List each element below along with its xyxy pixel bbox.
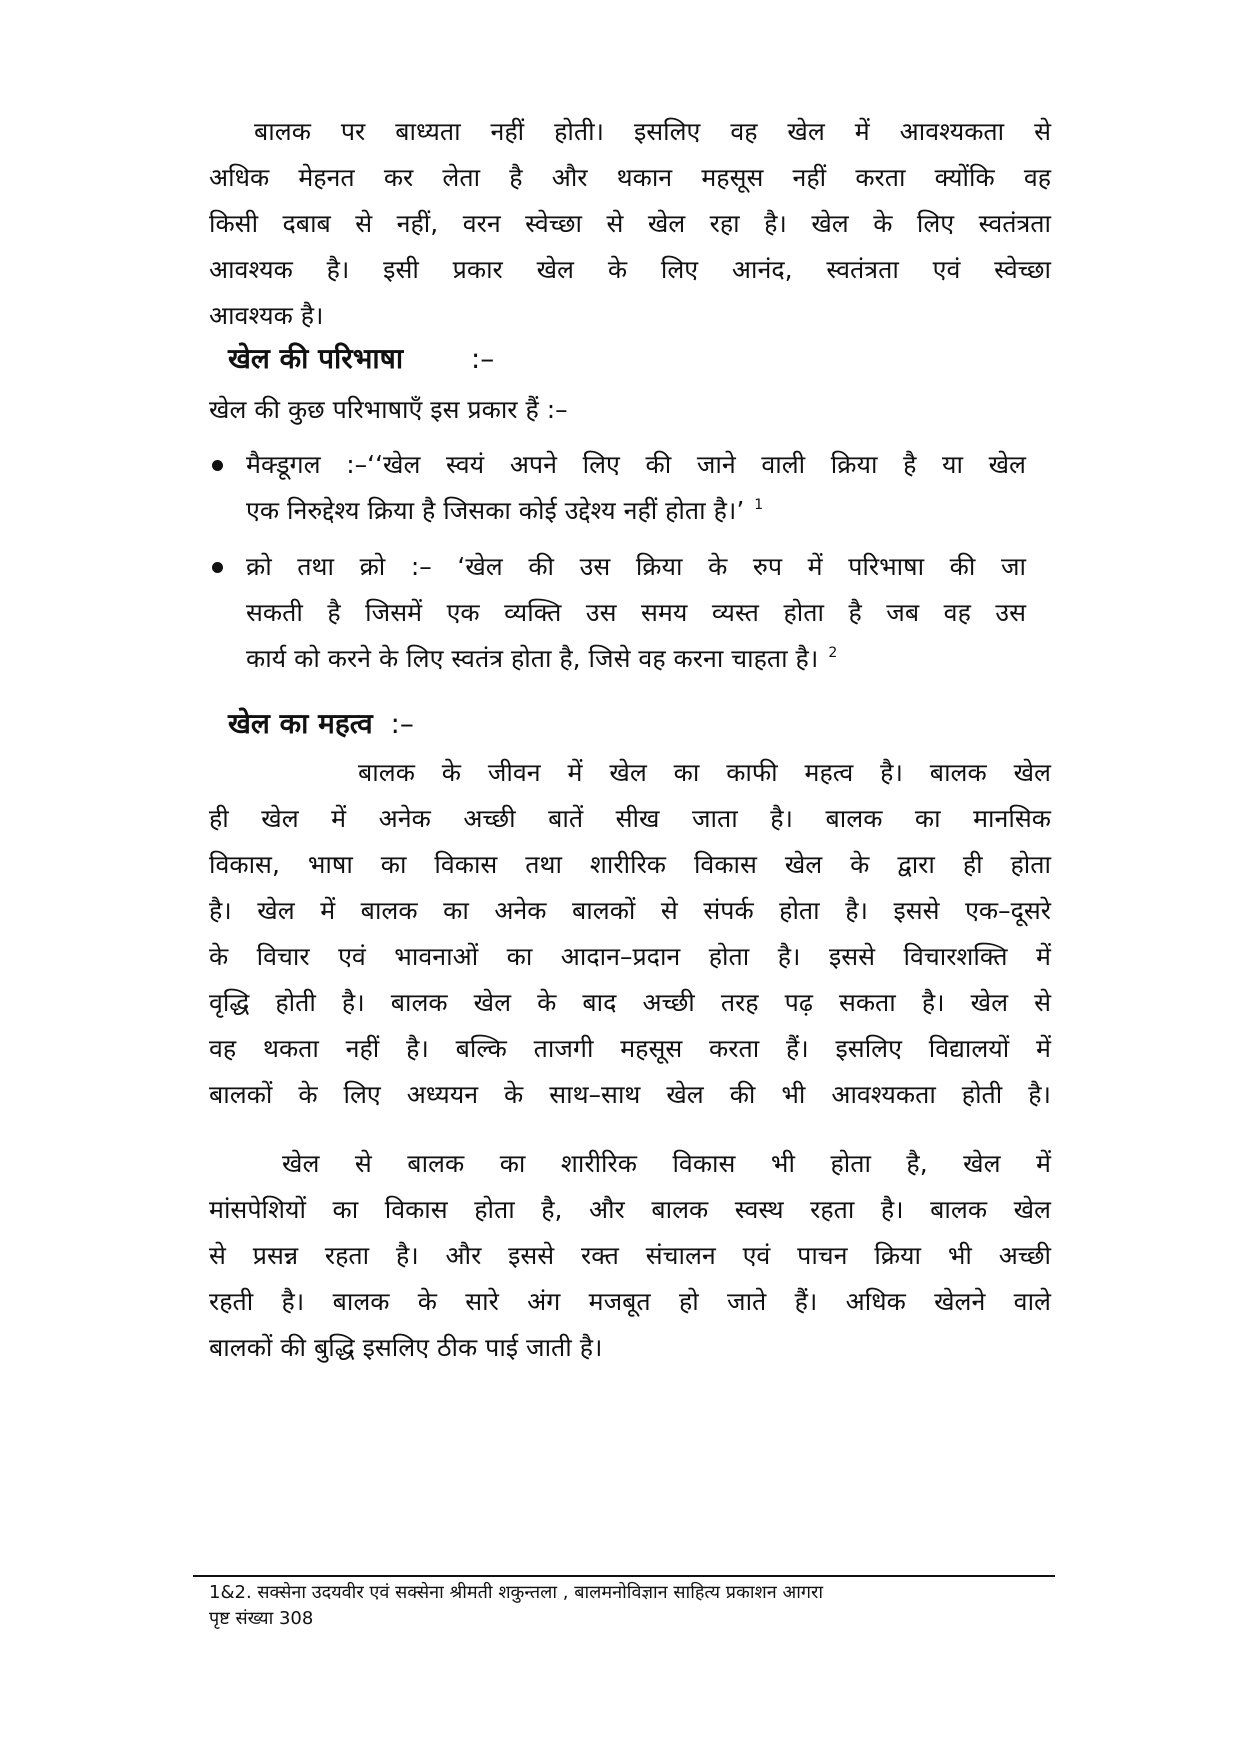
footnote-marker: 2 — [828, 645, 838, 661]
paragraph-line: बालकों की बुद्धि इसलिए ठीक पाई जाती है। — [209, 1333, 603, 1362]
definition-line: क्रो तथा क्रो :– ‘खेल की उस क्रिया के रुप में परिभाषा की जा — [246, 552, 1026, 581]
section-heading-definition — [228, 339, 494, 379]
heading-title: खेल का महत्व — [228, 707, 373, 740]
paragraph-line: बालक पर बाध्यता नहीं होती। इसलिए वह खेल में आवश्यकता से — [254, 117, 1051, 146]
paragraph-line: विकास, भाषा का विकास तथा शारीरिक विकास खेल के द्वारा ही होता — [209, 850, 1051, 879]
paragraph-line: बालकों के लिए अध्ययन के साथ–साथ खेल की भी आवश्यकता होती है। — [209, 1080, 1051, 1109]
footnote-reference: 1&2. सक्सेना उदयवीर एवं सक्सेना श्रीमती शकुन्तला , बालमनोविज्ञान साहित्य प्रकाशन आगरा — [209, 1582, 824, 1603]
paragraph-line: से प्रसन्न रहता है। और इससे रक्त संचालन एवं पाचन क्रिया भी अच्छी — [209, 1241, 1051, 1270]
bullet-icon — [212, 562, 223, 573]
paragraph-line: आवश्यक है। इसी प्रकार खेल के लिए आनंद, स्वतंत्रता एवं स्वेच्छा — [209, 255, 1051, 284]
footnote-divider — [193, 1575, 1055, 1577]
paragraph-line: खेल से बालक का शारीरिक विकास भी होता है, खेल में — [282, 1149, 1051, 1178]
definitions-intro: खेल की कुछ परिभाषाएँ इस प्रकार हैं :– — [209, 395, 568, 424]
definition-line — [246, 491, 1026, 531]
paragraph-line: किसी दबाब से नहीं, वरन स्वेच्छा से खेल रहा है। खेल के लिए स्वतंत्रता — [209, 209, 1051, 238]
paragraph-line: अधिक मेहनत कर लेता है और थकान महसूस नहीं करता क्योंकि वह — [209, 163, 1051, 192]
paragraph-line: है। खेल में बालक का अनेक बालकों से संपर्क होता है। इससे एक–दूसरे — [209, 896, 1051, 925]
paragraph-line: रहती है। बालक के सारे अंग मजबूत हो जाते हैं। अधिक खेलने वाले — [209, 1287, 1051, 1316]
paragraph-line: वृद्धि होती है। बालक खेल के बाद अच्छी तरह पढ़ सकता है। खेल से — [209, 988, 1051, 1017]
definition-line: मैक्डूगल :–‘‘खेल स्वयं अपने लिए की जाने वाली क्रिया है या खेल — [246, 450, 1026, 479]
heading-separator: :– — [390, 707, 414, 740]
paragraph-line: मांसपेशियों का विकास होता है, और बालक स्वस्थ रहता है। बालक खेल — [209, 1195, 1051, 1224]
definition-text: एक निरुद्देश्य क्रिया है जिसका कोई उद्देश्य नहीं होता है।’ — [246, 496, 745, 525]
footnote-marker: 1 — [754, 497, 764, 513]
paragraph-line: बालक के जीवन में खेल का काफी महत्व है। बालक खेल — [358, 758, 1051, 787]
paragraph-line: आवश्यक है। — [209, 301, 324, 330]
footnote-page-number: पृष्ट संख्या 308 — [209, 1608, 314, 1629]
section-heading-importance — [228, 704, 414, 744]
definition-line — [246, 639, 1026, 679]
heading-separator: :– — [470, 342, 495, 375]
definition-text: कार्य को करने के लिए स्वतंत्र होता है, जिसे वह करना चाहता है। — [246, 644, 819, 673]
definition-line: सकती है जिसमें एक व्यक्ति उस समय व्यस्त होता है जब वह उस — [246, 598, 1026, 627]
bullet-icon — [212, 460, 223, 471]
paragraph-line: ही खेल में अनेक अच्छी बातें सीख जाता है। बालक का मानसिक — [209, 804, 1051, 833]
paragraph-line: के विचार एवं भावनाओं का आदान–प्रदान होता है। इससे विचारशक्ति में — [209, 942, 1051, 971]
paragraph-line: वह थकता नहीं है। बल्कि ताजगी महसूस करता हैं। इसलिए विद्यालयों में — [209, 1034, 1051, 1063]
heading-title: खेल की परिभाषा — [228, 342, 404, 375]
